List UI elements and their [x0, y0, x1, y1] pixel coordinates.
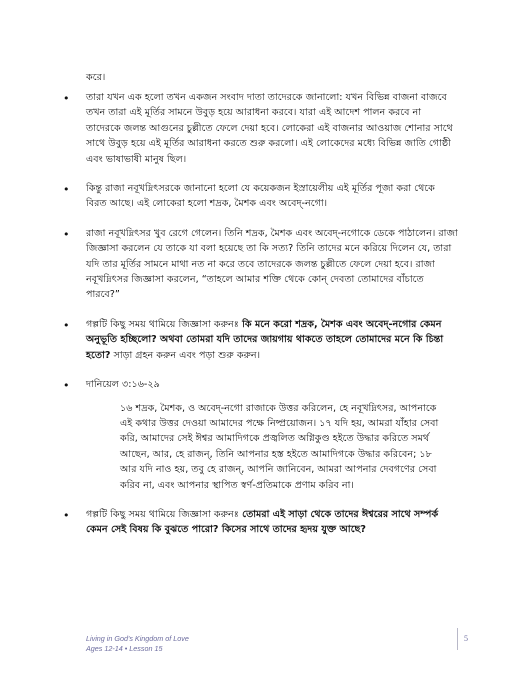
- list-item: [0, 181, 458, 212]
- discussion-question: তোমরা এই সাড়া থেকে তাদের ঈশ্বরের সাথে সম্পর্ক কেমন সেই বিষয় কি বুঝতে পারো? কিসের সাথে তাদের হৃদয় যুক্ত আছে?: [86, 508, 439, 536]
- scripture-reference: দানিয়েল ৩:১৬-২৯: [86, 379, 160, 391]
- footer-subtitle: Ages 12-14 • Lesson 15: [86, 644, 163, 653]
- bullet-marker: •: [63, 227, 70, 241]
- bullet-list: [0, 90, 532, 552]
- page-number: 5: [457, 628, 468, 650]
- bullet-marker: •: [63, 92, 70, 105]
- bullet-marker: •: [63, 318, 70, 332]
- footer: [86, 634, 189, 654]
- bullet-marker: •: [63, 379, 70, 393]
- prompt-lead: গল্পটি কিছু সময় থামিয়ে জিজ্ঞাসা করুনঃ: [86, 318, 239, 330]
- list-item: [0, 377, 458, 392]
- list-item: [0, 226, 458, 303]
- bullet-marker: •: [63, 183, 70, 197]
- list-item: [0, 90, 458, 167]
- paragraph-text: কিন্তু রাজা নবূখদ্নিৎসরকে জানানো হলো যে কয়েকজন ইস্রায়েলীয় এই মূর্তির পূজা করা থেকে বিরত আছে। এই লোকেরা হলো শদ্রক, মৈশক এবং অবেদ্‌-নগো।: [86, 183, 435, 210]
- list-item: [0, 317, 458, 363]
- paragraph-text: রাজা নবূখদ্নিৎসর খুব রেগে গেলেন। তিনি শদ্রক, মৈশক এবং অবেদ্‌-নগোকে ডেকে পাঠালেন। রাজা জিজ্ঞাসা করলেন যে তাকে যা বলা হয়েছে তা কি সত্য? তিনি তাদের মনে করিয়ে দিলেন যে, তারা যদি তার মূর্তির সামনে মাথা নত না করে তবে তাদেরকে জলন্ত চুল্লীতে ফেলে দেয়া হবে। রাজা নবূখদ্নিৎসর জিজ্ঞাসা করলেন, “তাহলে আমার শক্তি থেকে কোন্‌ দেবতা তোমাদের বাঁচাতে পারবে?”: [86, 227, 458, 301]
- continuation-text: করে।: [86, 72, 106, 83]
- paragraph-text: তারা যখন এক হলো তখন একজন সংবাদ দাতা তাদেরকে জানালো: যখন বিভিন্ন বাজনা বাজবে তখন তারা এই মূর্তির সামনে উবুড় হয়ে আরাধনা করবে। যারা এই আদেশ পালন করবে না তাদেরকে জলন্ত আগুনের চুল্লীতে ফেলে দেয়া হবে। লোকেরা এই বাজনার আওয়াজ শোনার সাথে সাথে উবুড় হয়ে এই মূর্তির আরাধনা করতে শুরু করলো। এই লোকেদের মধ্যে বিভিন্ন জাতি গোষ্ঠী এবং ভাষাভাষী মানুষ ছিল।: [86, 92, 453, 165]
- bullet-marker: •: [63, 508, 70, 522]
- footer-title: Living in God's Kingdom of Love: [86, 634, 189, 643]
- scripture-quote: ১৬ শদ্রক, মৈশক, ও অবেদ্‌-নগো রাজাকে উত্তর করিলেন, হে নবূখদ্নিৎসর, আপনাকে এই কথার উত্তর দেওয়া আমাদের পক্ষে নিষ্প্রয়োজন। ১৭ যদি হয়, আমরা যাঁহার সেবা করি, আমাদের সেই ঈশ্বর আমাদিগকে প্রজ্বলিত অগ্নিকুণ্ড হইতে উদ্ধার করিতে সমর্থ আছেন, আর, হে রাজন্‌, তিনি আপনার হস্ত হইতে আমাদিগকে উদ্ধার করিবেন; ১৮ আর যদি নাও হয়, তবু হে রাজন্‌, আপনি জানিবেন, আমরা আপনার দেবগণের সেবা করিব না, এবং আপনার স্থাপিত স্বর্ণ-প্রতিমাকে প্রণাম করিব না।: [120, 402, 439, 491]
- prompt-lead: গল্পটি কিছু সময় থামিয়ে জিজ্ঞাসা করুনঃ: [86, 508, 239, 520]
- prompt-tail: সাড়া গ্রহন করুন এবং পড়া শুরু করুন।: [110, 349, 261, 361]
- list-item: [0, 507, 458, 538]
- discussion-question: কি মনে করো শদ্রক, মৈশক এবং অবেদ্‌-নগোর কেমন অনুভূতি হচ্ছিলো? অথবা তোমরা যদি তাদের জায়গায় থাকতে তাহলে তোমাদের মনে কি চিন্তা হতো?: [86, 318, 444, 361]
